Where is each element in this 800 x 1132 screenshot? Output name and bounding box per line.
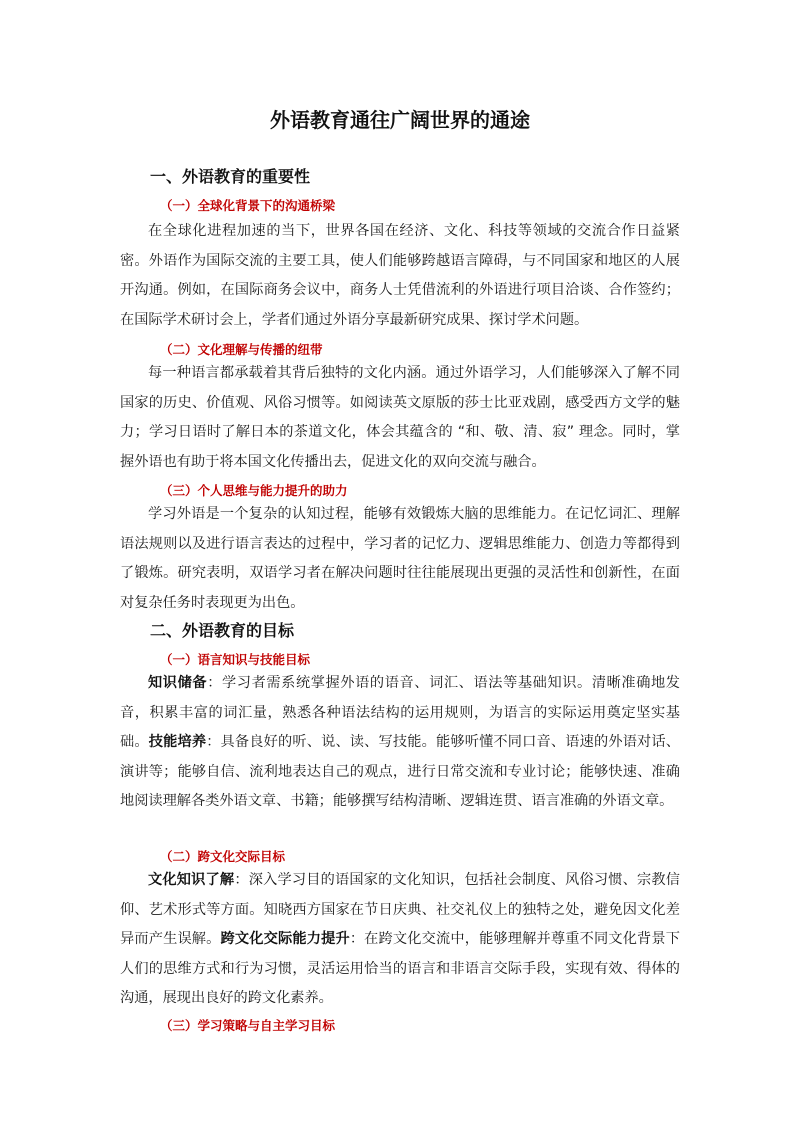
paragraph-culture: 每一种语言都承载着其背后独特的文化内涵。通过外语学习，人们能够深入了解不同国家的历史、价值观、风俗习惯等。如阅读英文原版的莎士比亚戏剧，感受西方文学的魅力；学习日语时了解日本的茶道文化，体会其蕴含的 “和、敬、清、寂” 理念。同时，掌握外语也有助于将本国文化传播出去，促进文化的双向交流与融合。: [120, 365, 680, 470]
text-intercultural-ability: ：在跨文化交流中，能够理解并尊重不同文化背景下人们的思维方式和行为习惯，灵活运用恰当的语言和非语言交际手段，实现有效、得体的沟通，展现出良好的跨文化素养。: [120, 931, 680, 1007]
subsection-heading-thinking: （三）个人思维与能力提升的助力: [160, 483, 348, 498]
label-culture-knowledge: 文化知识了解: [148, 872, 235, 888]
paragraph-intercultural: [120, 866, 680, 1014]
section-heading-importance: 一、外语教育的重要性: [150, 167, 311, 186]
paragraph-thinking: 学习外语是一个复杂的认知过程，能够有效锻炼大脑的思维能力。在记忆词汇、理解语法规则以及进行语言表达的过程中，学习者的记忆力、逻辑思维能力、创造力等都得到了锻炼。研究表明，双语学习者在解决问题时往往能展现出更强的灵活性和创新性，在面对复杂任务时表现更为出色。: [120, 506, 680, 611]
subsection-heading-culture: （二）文化理解与传播的纽带: [160, 342, 323, 357]
text-skills: ：具备良好的听、说、读、写技能。能够听懂不同口音、语速的外语对话、演讲等；能够自信、流利地表达自己的观点，进行日常交流和专业讨论；能够快速、准确地阅读理解各类外语文章、书籍；能够撰写结构清晰、逻辑连贯、语言准确的外语文章。: [120, 734, 680, 810]
section-heading-goals: 二、外语教育的目标: [150, 621, 295, 640]
text-culture-knowledge: ：深入学习目的语国家的文化知识，包括社会制度、风俗习惯、宗教信仰、艺术形式等方面。知晓西方国家在节日庆典、社交礼仪上的独特之处，避免因文化差异而产生误解。: [120, 872, 680, 948]
paragraph-language-skills: [120, 669, 680, 817]
label-intercultural-ability: 跨文化交际能力提升: [220, 931, 350, 948]
subsection-heading-strategy: （三）学习策略与自主学习目标: [160, 1018, 336, 1033]
label-knowledge: 知识储备: [148, 675, 208, 691]
paragraph-bridge: 在全球化进程加速的当下，世界各国在经济、文化、科技等领域的交流合作日益紧密。外语作为国际交流的主要工具，使人们能够跨越语言障碍，与不同国家和地区的人展开沟通。例如，在国际商务会议中，商务人士凭借流利的外语进行项目洽谈、合作签约；在国际学术研讨会上，学者们通过外语分享最新研究成果、探讨学术问题。: [120, 223, 680, 328]
text-knowledge: ：学习者需系统掌握外语的语音、词汇、语法等基础知识。清晰准确地发音，积累丰富的词汇量，熟悉各种语法结构的运用规则，为语言的实际运用奠定坚实基础。: [120, 675, 680, 751]
subsection-heading-intercultural: （二）跨文化交际目标: [160, 849, 286, 864]
document-title: 外语教育通往广阔世界的通途: [270, 108, 530, 132]
subsection-heading-language-skills: （一）语言知识与技能目标: [160, 652, 311, 667]
subsection-heading-bridge: （一）全球化背景下的沟通桥梁: [160, 198, 336, 213]
label-skills: 技能培养: [148, 734, 207, 751]
